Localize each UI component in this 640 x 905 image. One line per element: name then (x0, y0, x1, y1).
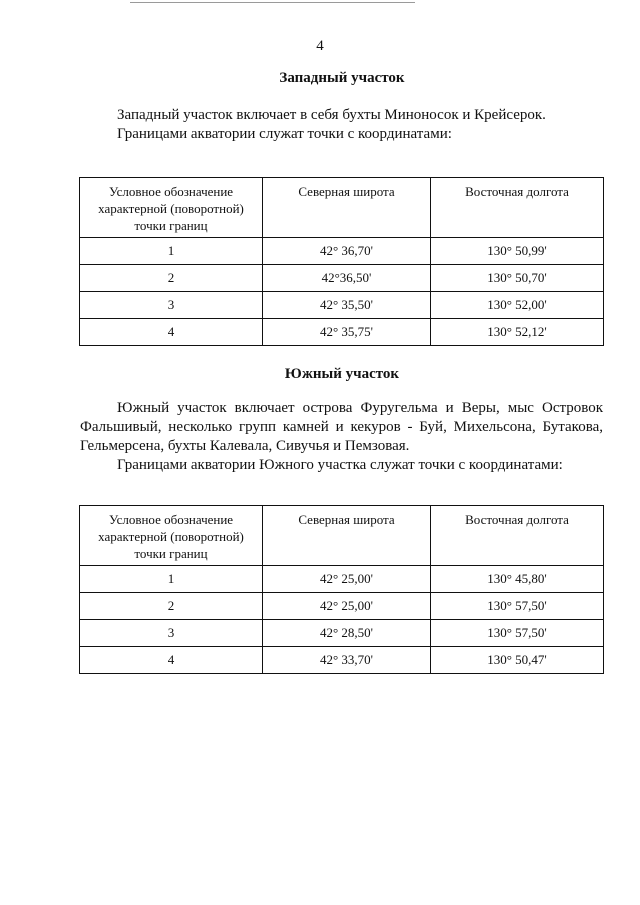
header-longitude: Восточная долгота (431, 506, 604, 566)
table-row (80, 238, 604, 265)
latitude-value: 42° 28,50' (263, 620, 431, 647)
table-row (80, 319, 604, 346)
header-point-name (80, 178, 263, 238)
west-paragraph-line: Западный участок включает в себя бухты Миноносок и Крейсерок. (117, 107, 546, 123)
latitude-value: 42°36,50' (263, 265, 431, 292)
point-number: 3 (80, 620, 263, 647)
latitude-value: 42° 25,00' (263, 593, 431, 620)
south-paragraph-line: Южный участок включает острова Фуругельма и Веры, мыс Островок (117, 400, 603, 416)
longitude-value: 130° 52,00' (431, 292, 604, 319)
south-paragraph-line: Фальшивый, несколько групп камней и кекуров - Буй, Михельсона, Бутакова, (80, 419, 603, 435)
longitude-value: 130° 52,12' (431, 319, 604, 346)
west-paragraph (80, 106, 603, 144)
table-header-row (80, 506, 604, 566)
longitude-value: 130° 45,80' (431, 566, 604, 593)
latitude-value: 42° 35,50' (263, 292, 431, 319)
header-point-name-text: Условное обозначение характерной (поворотной) точки границ (98, 512, 244, 561)
table-row (80, 292, 604, 319)
west-coordinates-table (79, 177, 604, 346)
point-number: 1 (80, 238, 263, 265)
header-latitude: Северная широта (263, 506, 431, 566)
south-paragraph (80, 399, 603, 475)
point-number: 3 (80, 292, 263, 319)
longitude-value: 130° 50,70' (431, 265, 604, 292)
longitude-value: 130° 50,47' (431, 647, 604, 674)
latitude-value: 42° 25,00' (263, 566, 431, 593)
south-section-title: Южный участок (284, 366, 400, 382)
west-paragraph-line: Границами акватории служат точки с координатами: (117, 126, 452, 142)
point-number: 1 (80, 566, 263, 593)
page-number: 4 (316, 38, 324, 54)
latitude-value: 42° 36,70' (263, 238, 431, 265)
longitude-value: 130° 57,50' (431, 593, 604, 620)
header-longitude: Восточная долгота (431, 178, 604, 238)
longitude-value: 130° 57,50' (431, 620, 604, 647)
south-paragraph-line: Гельмерсена, бухты Калевала, Сивучья и Пемзовая. (80, 438, 410, 454)
west-section-title: Западный участок (279, 70, 405, 86)
table-row (80, 566, 604, 593)
point-number: 2 (80, 593, 263, 620)
point-number: 2 (80, 265, 263, 292)
latitude-value: 42° 33,70' (263, 647, 431, 674)
scan-edge-line (130, 2, 415, 3)
table-header-row (80, 178, 604, 238)
point-number: 4 (80, 319, 263, 346)
table-row (80, 620, 604, 647)
table-row (80, 265, 604, 292)
header-point-name (80, 506, 263, 566)
table-row (80, 593, 604, 620)
longitude-value: 130° 50,99' (431, 238, 604, 265)
latitude-value: 42° 35,75' (263, 319, 431, 346)
south-coordinates-table (79, 505, 604, 674)
header-point-name-text: Условное обозначение характерной (поворотной) точки границ (98, 184, 244, 233)
table-row (80, 647, 604, 674)
header-latitude: Северная широта (263, 178, 431, 238)
point-number: 4 (80, 647, 263, 674)
south-paragraph-line: Границами акватории Южного участка служат точки с координатами: (117, 457, 563, 473)
